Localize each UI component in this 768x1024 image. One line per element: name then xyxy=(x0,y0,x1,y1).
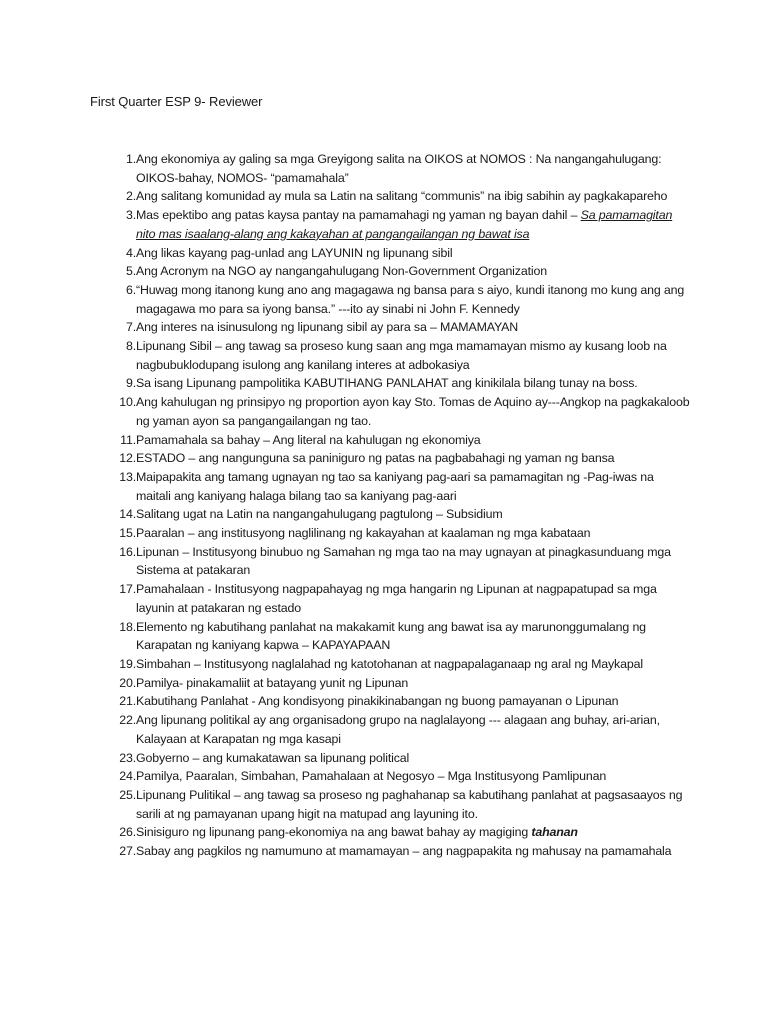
item-text: Ang likas kayang pag-unlad ang LAYUNIN ng lipunang sibil xyxy=(136,245,453,260)
item-text: Gobyerno – ang kumakatawan sa lipunang political xyxy=(136,750,410,765)
list-item xyxy=(90,431,690,450)
item-number: 13. xyxy=(119,469,136,484)
item-number: 18. xyxy=(119,619,136,634)
list-item xyxy=(90,393,690,430)
list-item xyxy=(90,842,690,861)
item-text: Sinisiguro ng lipunang pang-ekonomiya na ang bawat bahay ay magiging tahanan xyxy=(136,825,578,840)
item-text: Ang kahulugan ng prinsipyo ng proportion ayon kay Sto. Tomas de Aquino ay---Angkop na pagkakaloob ng yaman ayon sa pangangailangan ng tao. xyxy=(136,395,690,428)
item-text: Kabutihang Panlahat - Ang kondisyong pinakikinabangan ng buong pamayanan o Lipunan xyxy=(136,694,619,709)
item-number: 1. xyxy=(125,152,136,166)
item-number: 22. xyxy=(119,713,136,728)
document-title: First Quarter ESP 9- Reviewer xyxy=(90,94,263,109)
item-text: Ang salitang komunidad ay mula sa Latin na salitang “communis” na ibig sabihin ay pagkakapareho xyxy=(136,189,668,204)
emphasized-answer: Sa pamamagitan nito mas isaalang-alang ang kakayahan at pangangailangan ng bawat isa xyxy=(136,208,673,241)
item-number: 6. xyxy=(125,282,136,297)
item-number: 14. xyxy=(119,507,136,522)
reviewer-list xyxy=(90,150,690,861)
list-item xyxy=(90,580,690,617)
item-text: Pamamahala sa bahay – Ang literal na kahulugan ng ekonomiya xyxy=(136,432,481,447)
list-item xyxy=(90,187,690,206)
item-text: Ang Acronym na NGO ay nangangahulugang Non-Government Organization xyxy=(136,264,547,279)
item-text: Pamilya- pinakamaliit at batayang yunit ng Lipunan xyxy=(136,675,409,690)
list-item xyxy=(90,767,690,786)
item-text: “Huwag mong itanong kung ano ang magagawa ng bansa para s aiyo, kundi itanong mo kung ang ang magagawa mo para sa iyong bansa.” ---ito ay sinabi ni John F. Kennedy xyxy=(136,282,685,316)
item-number: 2. xyxy=(125,189,136,204)
list-item xyxy=(90,449,690,468)
list-item xyxy=(90,281,690,318)
item-text: Pamilya, Paaralan, Simbahan, Pamahalaan at Negosyo – Mga Institusyong Pamlipunan xyxy=(136,769,607,784)
item-number: 24. xyxy=(119,769,136,784)
list-item xyxy=(90,244,690,263)
item-text: ESTADO – ang nangunguna sa paniniguro ng patas na pagbabahagi ng yaman ng bansa xyxy=(136,451,615,466)
item-text: Simbahan – Institusyong naglalahad ng katotohanan at nagpapalaganaap ng aral ng Maykapal xyxy=(136,656,643,671)
list-item xyxy=(90,505,690,524)
list-item xyxy=(90,337,690,374)
item-number: 16. xyxy=(119,544,136,559)
item-number: 4. xyxy=(125,245,136,260)
item-number: 21. xyxy=(119,694,136,709)
item-text: Sabay ang pagkilos ng namumuno at mamamayan – ang nagpapakita ng mahusay na pamamahala xyxy=(136,844,672,859)
list-item xyxy=(90,711,690,748)
list-item xyxy=(90,749,690,768)
emphasized-answer: tahanan xyxy=(531,825,578,840)
list-item xyxy=(90,618,690,655)
item-text: Salitang ugat na Latin na nangangahulugang pagtulong – Subsidium xyxy=(136,507,503,522)
item-text: Elemento ng kabutihang panlahat na makakamit kung ang bawat isa ay marunonggumalang ng Karapatan ng kaniyang kapwa – KAPAYAPAAN xyxy=(136,619,646,653)
item-number: 23. xyxy=(119,750,136,765)
item-number: 7. xyxy=(125,320,136,335)
item-text: Mas epektibo ang patas kaysa pantay na pamamahagi ng yaman ng bayan dahil – Sa pamamagitan nito mas isaalang-alang ang kakayahan at pangangailangan ng bawat isa xyxy=(136,208,673,241)
item-number: 25. xyxy=(119,787,136,802)
item-number: 3. xyxy=(125,208,136,223)
list-item xyxy=(90,318,690,337)
list-item xyxy=(90,468,690,505)
item-number: 9. xyxy=(125,376,136,391)
item-text: Paaralan – ang institusyong naglilinang ng kakayahan at kaalaman ng mga kabataan xyxy=(136,526,591,541)
item-text: Ang ekonomiya ay galing sa mga Greyigong salita na OIKOS at NOMOS : Na nangangahulugang: OIKOS-bahay, NOMOS- “pamamahala” xyxy=(136,152,662,185)
list-item xyxy=(90,374,690,393)
item-text: Sa isang Lipunang pampolitika KABUTIHANG PANLAHAT ang kinikilala bilang tunay na boss. xyxy=(136,376,638,391)
item-number: 11. xyxy=(120,432,136,447)
list-item xyxy=(90,655,690,674)
list-item xyxy=(90,206,690,243)
item-number: 27. xyxy=(119,844,136,859)
list-item xyxy=(90,674,690,693)
item-number: 20. xyxy=(119,675,136,690)
list-item xyxy=(90,262,690,281)
list-item xyxy=(90,692,690,711)
item-text: Maipapakita ang tamang ugnayan ng tao sa kaniyang pag-aari sa pamamagitan ng -Pag-iwas na maitali ang kaniyang halaga bilang tao sa kaniyang pag-aari xyxy=(136,469,654,503)
item-number: 26. xyxy=(119,825,136,840)
list-item xyxy=(90,150,690,187)
item-number: 5. xyxy=(125,264,136,279)
item-number: 19. xyxy=(119,656,136,671)
item-text: Lipunang Sibil – ang tawag sa proseso kung saan ang mga mamamayan mismo ay kusang loob na nagbubuklodupang isulong ang kanilang interes at adbokasiya xyxy=(136,339,667,372)
list-item xyxy=(90,543,690,580)
list-item xyxy=(90,823,690,842)
item-number: 10. xyxy=(119,395,136,410)
item-text: Lipunang Pulitikal – ang tawag sa proseso ng paghahanap sa kabutihang panlahat at pagsasaayos ng sarili at ng pamayanan upang higit na matupad ang layuning ito. xyxy=(136,787,683,821)
item-text: Lipunan – Institusyong binubuo ng Samahan ng mga tao na may ugnayan at pinagkasunduang mga Sistema at patakaran xyxy=(136,544,671,578)
list-item xyxy=(90,524,690,543)
item-text: Pamahalaan - Institusyong nagpapahayag ng mga hangarin ng Lipunan at nagpapatupad sa mga layunin at patakaran ng estado xyxy=(136,582,657,615)
item-number: 17. xyxy=(119,582,136,597)
item-text: Ang interes na isinusulong ng lipunang sibil ay para sa – MAMAMAYAN xyxy=(136,320,519,335)
item-number: 15. xyxy=(119,526,136,541)
list-item xyxy=(90,786,690,823)
item-number: 12. xyxy=(119,451,136,466)
item-number: 8. xyxy=(125,339,136,354)
item-text: Ang lipunang politikal ay ang organisadong grupo na naglalayong --- alagaan ang buhay, ari-arian, Kalayaan at Karapatan ng mga kasapi xyxy=(136,713,660,746)
